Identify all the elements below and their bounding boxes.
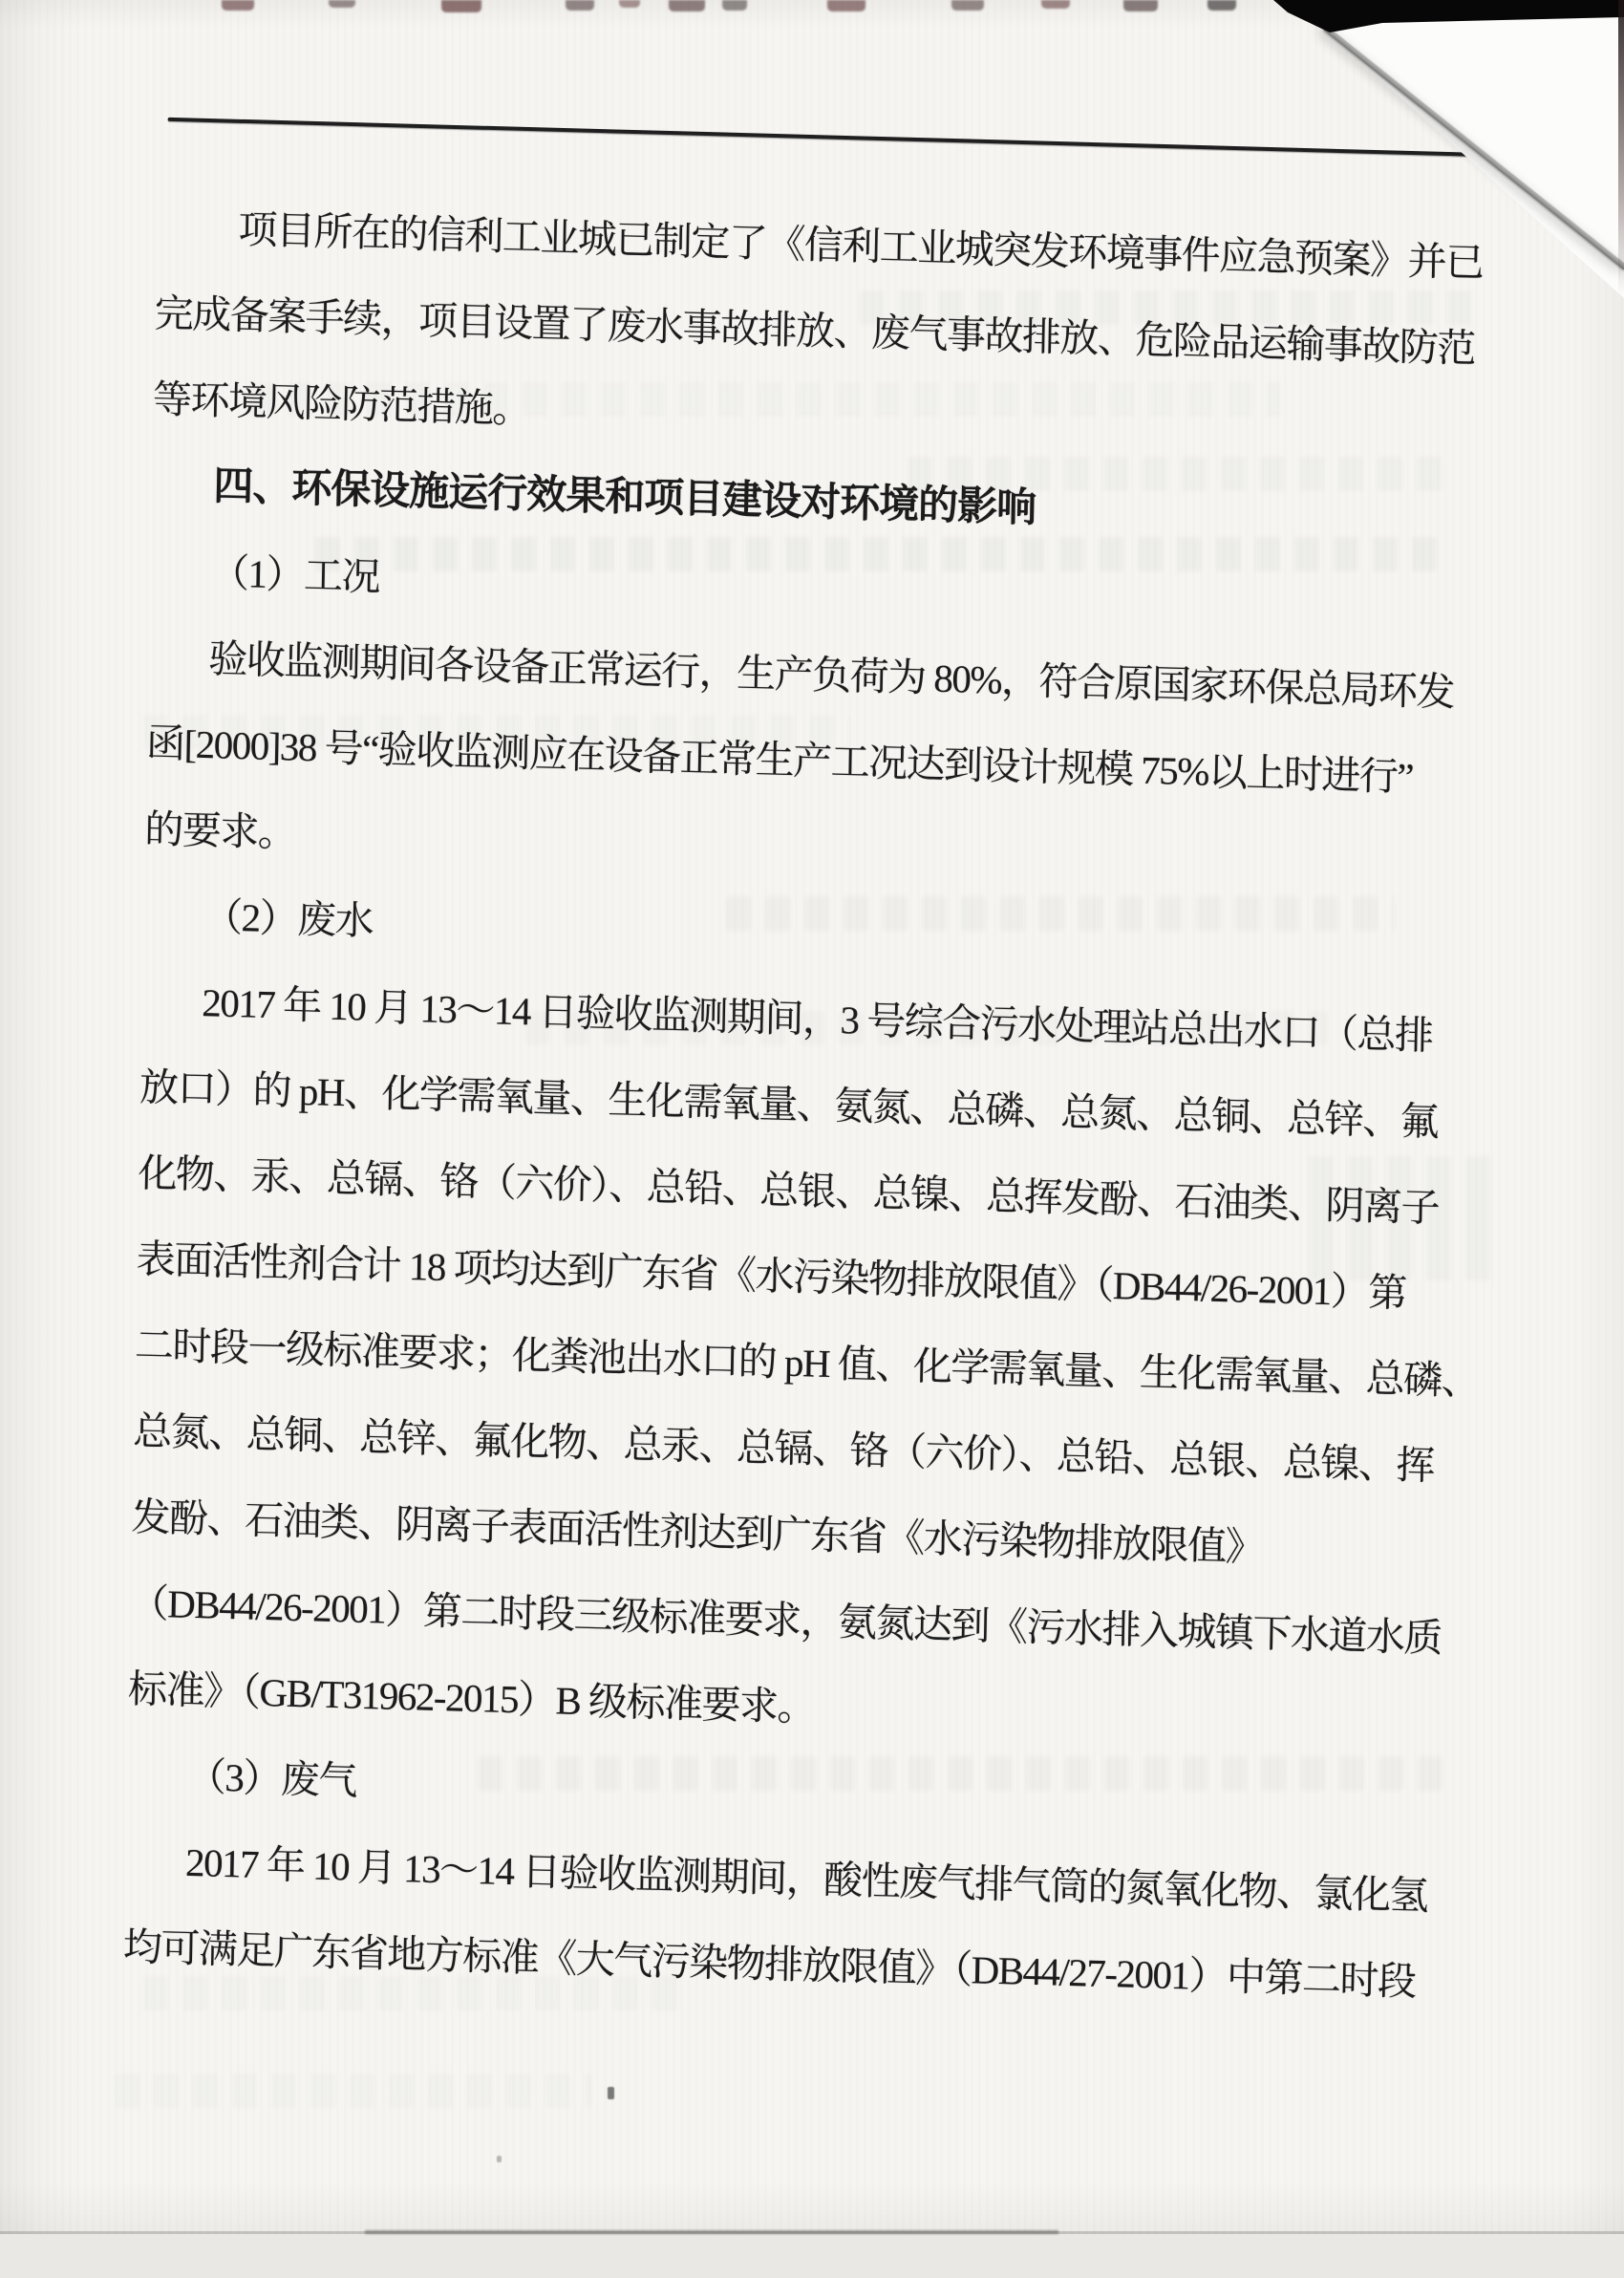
top-edge-mark bbox=[722, 0, 747, 11]
doc-line: 表面活性剂合计 18 项均达到广东省《水污染物排放限值》（DB44/26-2001）第 bbox=[136, 1215, 1469, 1338]
top-edge-mark bbox=[951, 0, 984, 11]
subsection-label: （2）废水 bbox=[142, 871, 1476, 994]
ink-speck bbox=[497, 2156, 502, 2162]
doc-line: 标准》（GB/T31962-2015）B 级标准要求。 bbox=[127, 1645, 1461, 1768]
right-edge-shadow bbox=[1618, 0, 1624, 296]
top-edge-mark bbox=[441, 0, 481, 12]
doc-line: 发酚、石油类、阴离子表面活性剂达到广东省《水污染物排放限值》 bbox=[131, 1473, 1464, 1596]
top-edge-mark bbox=[827, 0, 865, 11]
subsection-label: （3）废气 bbox=[126, 1731, 1460, 1854]
top-edge-mark bbox=[1207, 0, 1236, 11]
doc-line: 等环境风险防范措施。 bbox=[152, 355, 1485, 478]
top-edge-mark bbox=[566, 0, 594, 11]
doc-line: 化物、汞、总镉、铬（六价）、总铅、总银、总镍、总挥发酚、石油类、阴离子 bbox=[138, 1129, 1471, 1252]
top-edge-mark bbox=[222, 0, 254, 11]
doc-line: 2017 年 10 月 13～14 日验收监测期间，3 号综合污水处理站总出水口（总排 bbox=[140, 957, 1474, 1080]
bottom-edge-shadow-dark bbox=[365, 2230, 1058, 2234]
top-edge-mark bbox=[329, 0, 355, 8]
doc-line: 项目所在的信利工业城已制定了《信利工业城突发环境事件应急预案》并已 bbox=[156, 184, 1489, 307]
doc-line: 的要求。 bbox=[144, 785, 1478, 908]
doc-line: 总氮、总铜、总锌、氟化物、总汞、总镉、铬（六价）、总铅、总银、总镍、挥 bbox=[132, 1387, 1465, 1510]
doc-line: （DB44/26-2001）第二时段三级标准要求，氨氮达到《污水排入城镇下水道水质 bbox=[129, 1559, 1463, 1682]
doc-line: 2017 年 10 月 13～14 日验收监测期间，酸性废气排气筒的氮氧化物、氯化氢 bbox=[124, 1817, 1458, 1940]
doc-line: 完成备案手续，项目设置了废水事故排放、废气事故排放、危险品运输事故防范 bbox=[154, 269, 1487, 392]
doc-line: 均可满足广东省地方标准《大气污染物排放限值》（DB44/27-2001）中第二时段 bbox=[122, 1903, 1456, 2026]
header-rule-line bbox=[168, 118, 1475, 157]
top-edge-mark bbox=[1123, 0, 1158, 11]
section-heading: 四、环保设施运行效果和项目建设对环境的影响 bbox=[150, 441, 1484, 564]
top-edge-mark bbox=[1041, 0, 1070, 9]
doc-line: 放口）的 pH、化学需氧量、生化需氧量、氨氮、总磷、总氮、总铜、总锌、氟 bbox=[139, 1043, 1472, 1166]
doc-line: 二时段一级标准要求；化粪池出水口的 pH 值、化学需氧量、生化需氧量、总磷、 bbox=[134, 1301, 1467, 1424]
top-edge-mark bbox=[619, 0, 640, 8]
document-body bbox=[122, 184, 1489, 2026]
doc-line: 验收监测期间各设备正常运行，生产负荷为 80%，符合原国家环保总局环发 bbox=[147, 613, 1481, 736]
top-edge-mark bbox=[669, 0, 705, 11]
subsection-label: （1）工况 bbox=[149, 527, 1483, 650]
ink-speck bbox=[608, 2087, 614, 2099]
doc-line: 函[2000]38 号“验收监测应在设备正常生产工况达到设计规模 75%以上时进行” bbox=[145, 699, 1479, 822]
